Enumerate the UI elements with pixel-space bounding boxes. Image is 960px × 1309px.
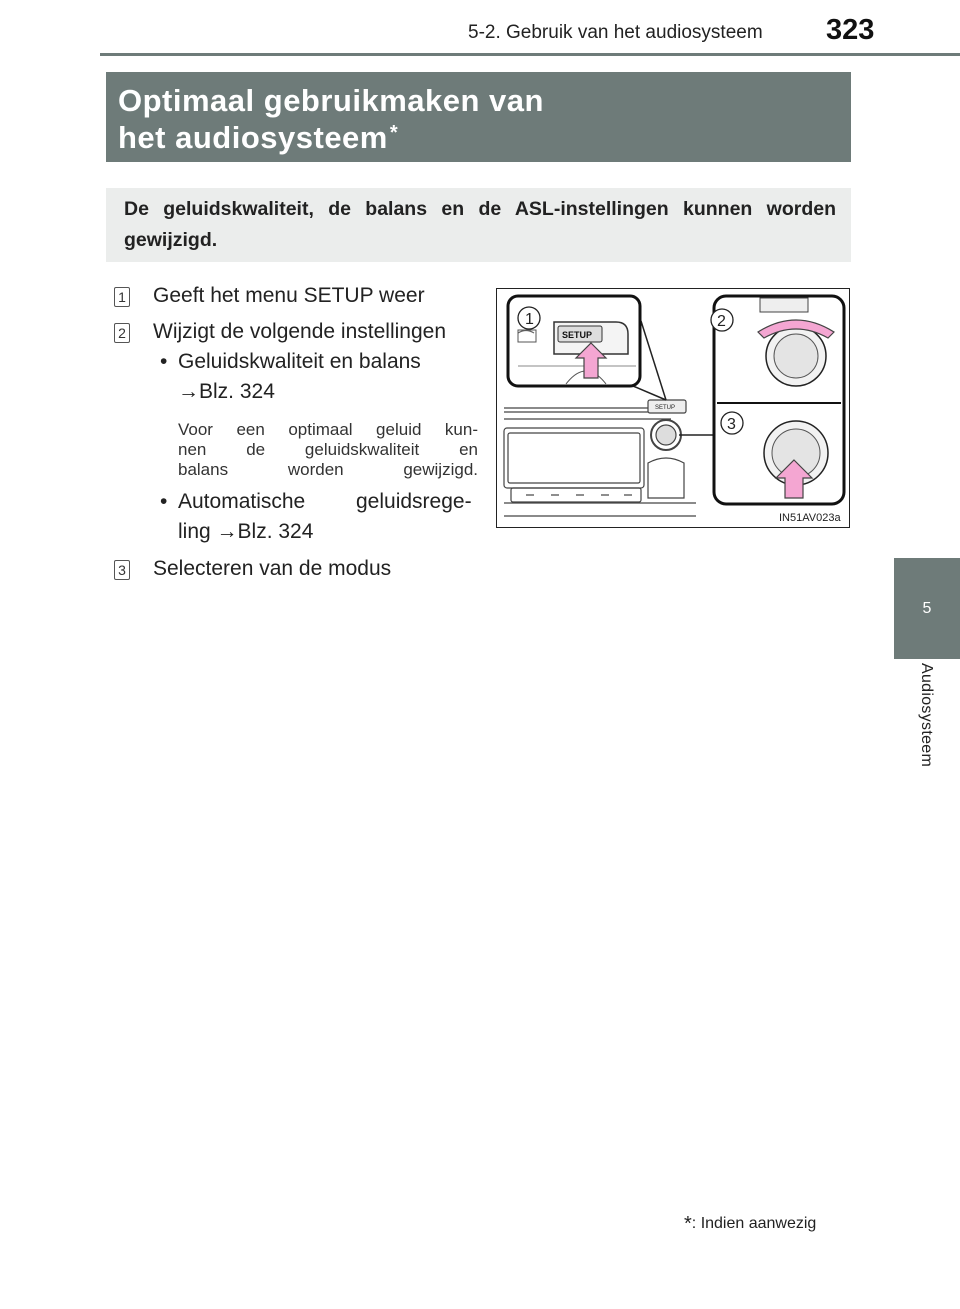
header-rule <box>100 53 960 56</box>
note-line-1: Voor een optimaal geluid kun- <box>178 420 478 439</box>
inset-1-setup-button <box>508 296 640 386</box>
item-1-text: Geeft het menu SETUP weer <box>153 284 425 307</box>
chapter-tab-label-text: Audiosysteem <box>918 663 935 768</box>
sub-item-1-note <box>178 420 478 480</box>
item-2-text: Wijzigt de volgende instellingen <box>153 320 447 343</box>
bullet-2: • <box>160 490 168 513</box>
item-number-badge-3: 3 <box>114 560 130 580</box>
setup-label-large: SETUP <box>562 330 593 340</box>
audio-panel-illustration <box>496 288 850 528</box>
page-title-line1: Optimaal gebruikmaken van <box>118 83 544 118</box>
sub-item-1-text: Geluidskwaliteit en balans <box>178 350 421 373</box>
item-number-badge-1: 1 <box>114 287 130 307</box>
sub-item-2-word2: geluidsrege- <box>356 490 472 513</box>
intro-text: De geluidskwaliteit, de balans en de ASL-instellingen kunnen worden gewijzigd. <box>124 198 836 251</box>
setup-label-small: SETUP <box>655 405 676 411</box>
note-line-3: balans worden gewijzigd. <box>178 460 478 479</box>
callout-2: 2 <box>717 313 726 330</box>
title-asterisk: * <box>389 122 399 144</box>
sub-item-2-ref: ling →Blz. 324 <box>178 520 314 543</box>
page-number: 323 <box>826 14 875 46</box>
bullet-1: • <box>160 350 168 373</box>
inset-2-3-knob <box>711 296 844 504</box>
sub-item-1-ref: →Blz. 324 <box>178 380 275 403</box>
page-title-line2: het audiosysteem <box>118 120 388 155</box>
chapter-tab-label <box>893 663 959 813</box>
sub-item-2-word1: Automatische <box>178 490 306 513</box>
footnote <box>684 1211 816 1234</box>
figure-code: IN51AV023a <box>779 512 841 524</box>
section-title: 5-2. Gebruik van het audiosysteem <box>468 22 763 43</box>
footnote-marker: * <box>684 1213 692 1235</box>
footnote-text: : Indien aanwezig <box>691 1215 817 1232</box>
callout-3: 3 <box>727 416 736 433</box>
item-3-text: Selecteren van de modus <box>153 557 392 580</box>
title-bar <box>106 72 851 162</box>
intro-box <box>106 188 851 262</box>
chapter-tab-number: 5 <box>894 558 960 659</box>
note-line-2: nen de geluidskwaliteit en <box>178 440 478 459</box>
callout-1: 1 <box>525 311 534 328</box>
item-number-badge-2: 2 <box>114 323 130 343</box>
page-title <box>118 82 544 156</box>
